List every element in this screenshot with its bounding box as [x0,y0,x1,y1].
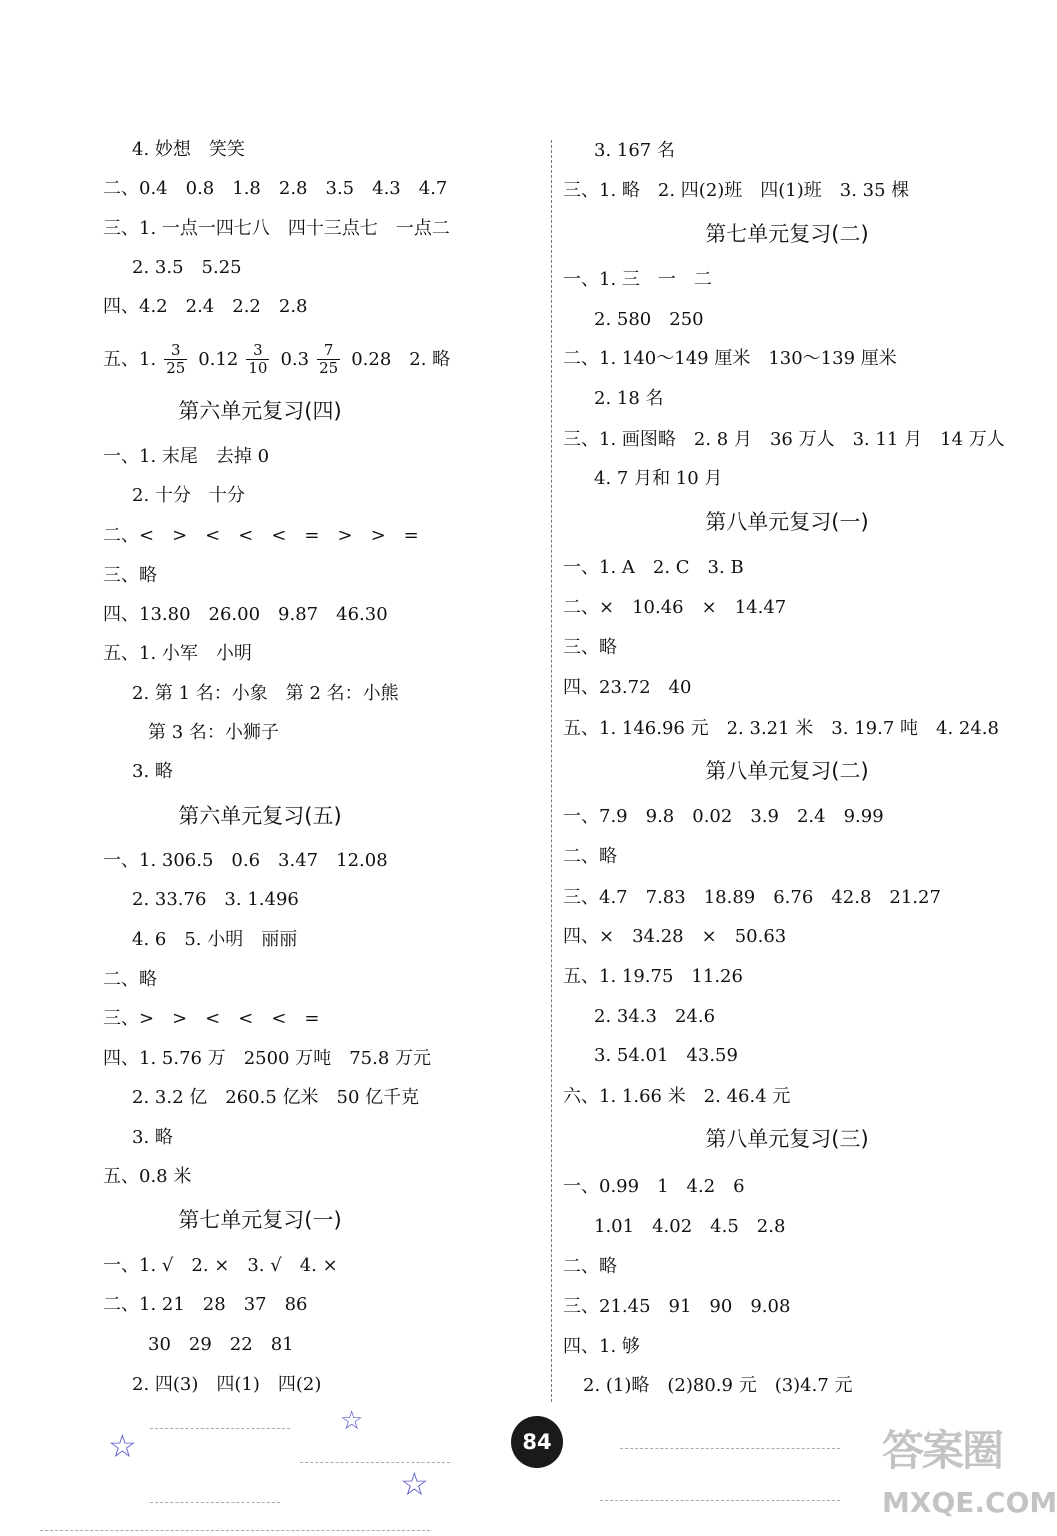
answer-line [563,674,691,702]
answer-line [103,601,388,629]
answer-text: 三、21.45 91 90 9.08 [563,1296,791,1317]
answer-text: 2. 十分 十分 [132,485,245,506]
answer-text: 3. 略 [132,761,173,782]
answer-text: 一、1. √ 2. × 3. √ 4. × [103,1255,338,1276]
section-heading: 第六单元复习(五) [178,804,342,828]
answer-line [563,1173,745,1201]
fraction-numerator: 3 [253,341,263,359]
answer-line [132,1371,321,1399]
answer-text: 一、1. 三 一 二 [563,269,712,290]
answer-line [132,680,399,708]
page-number-badge: 84 [511,1416,563,1468]
section-heading: 第八单元复习(一) [705,510,869,534]
answer-line [563,803,884,831]
answer-line [103,293,308,321]
fraction [317,342,340,377]
bottom-border [40,1530,430,1531]
answer-line [594,1003,715,1031]
answer-text: 2. 第 1 名：小象 第 2 名：小熊 [132,683,399,704]
answer-text: 3. 略 [132,1127,173,1148]
answer-line [563,426,1005,454]
answer-text: 五、1. [103,348,157,370]
answer-line [132,758,173,786]
answer-line [148,1331,294,1359]
fraction-denominator: 25 [166,359,186,377]
answer-text: 三、4.7 7.83 18.89 6.76 42.8 21.27 [563,887,941,908]
answer-text: 五、1. 19.75 11.26 [563,966,743,987]
answer-text: 三、> > < < < = [103,1008,320,1029]
answer-line [563,554,744,582]
fraction [164,342,187,377]
answer-text: 四、4.2 2.4 2.2 2.8 [103,296,308,317]
answer-line [583,1372,853,1400]
answer-text: 五、1. 小军 小明 [103,643,252,664]
answer-text: 二、略 [103,969,157,990]
section-heading: 第六单元复习(四) [178,399,342,423]
answer-text: 五、0.8 米 [103,1166,192,1187]
answer-line [103,1005,320,1033]
section-heading: 第八单元复习(二) [705,759,869,783]
answer-text: 3. 167 名 [594,140,675,161]
answer-text: 二、略 [563,1256,617,1277]
answer-line [103,342,450,377]
answer-line [148,719,279,747]
answer-line [132,926,297,954]
answer-line [132,1084,419,1112]
answer-text: 四、23.72 40 [563,677,692,698]
answer-line [563,1293,790,1321]
fraction-numerator: 7 [323,341,334,359]
decorative-line [600,1500,840,1501]
answer-line [563,923,786,951]
answer-line [563,634,617,662]
answer-text: 第 3 名：小狮子 [148,722,279,743]
answer-text: 2. (1)略 (2)80.9 元 (3)4.7 元 [583,1375,853,1396]
answer-line [594,1042,738,1070]
answer-text: 4. 6 5. 小明 丽丽 [132,929,298,950]
answer-text: 二、0.4 0.8 1.8 2.8 3.5 4.3 4.7 [103,178,448,199]
answer-line [103,1291,308,1319]
answer-line [563,715,999,743]
answer-text: 三、1. 略 2. 四(2)班 四(1)班 3. 35 棵 [563,180,910,201]
answer-text: 六、1. 1.66 米 2. 46.4 元 [563,1086,791,1107]
answer-text: 二、< > < < < = > > = [103,525,419,546]
answer-text: 30 29 22 81 [148,1334,294,1355]
answer-text: 四、13.80 26.00 9.87 46.30 [103,604,388,625]
answer-text: 2. 580 250 [594,309,704,330]
answer-text: 2. 33.76 3. 1.496 [132,889,299,910]
answer-line [563,594,786,622]
answer-line [103,443,269,471]
answer-line [103,1252,338,1280]
answer-line [132,136,245,164]
star-icon: ☆ [340,1406,364,1436]
answer-text: 3. 54.01 43.59 [594,1045,738,1066]
answer-line [563,345,897,373]
answer-text: 二、× 10.46 × 14.47 [563,597,787,618]
answer-text: 一、7.9 9.8 0.02 3.9 2.4 9.99 [563,806,884,827]
answer-text: 2. 四(3) 四(1) 四(2) [132,1374,322,1395]
answer-text: 三、略 [563,637,617,658]
section-heading: 第七单元复习(二) [705,222,869,246]
answer-text: 2. 3.5 5.25 [132,257,242,278]
answer-line [563,843,617,871]
answer-text: 0.3 [280,348,310,370]
answer-line [563,884,941,912]
answer-line [594,385,664,413]
answer-line [103,522,419,550]
fraction [246,342,269,377]
answer-text: 四、× 34.28 × 50.63 [563,926,787,947]
fraction-denominator: 25 [319,359,339,377]
decorative-line [300,1462,450,1463]
fraction-numerator: 3 [170,341,181,359]
answer-line [563,266,712,294]
answer-line [132,482,245,510]
answer-line [103,1163,191,1191]
answer-text: 4. 7 月和 10 月 [594,468,723,489]
answer-text: 四、1. 5.76 万 2500 万吨 75.8 万元 [103,1048,432,1069]
answer-line [563,1083,790,1111]
answer-line [103,966,157,994]
answer-line [103,562,157,590]
answer-line [132,254,242,282]
decorative-line [150,1428,290,1429]
fraction-denominator: 10 [248,359,268,377]
answer-line [132,886,299,914]
answer-line [563,177,909,205]
answer-text: 2. 3.2 亿 260.5 亿米 50 亿千克 [132,1087,420,1108]
answer-text: 三、1. 一点一四七八 四十三点七 一点二 [103,218,450,239]
answer-text: 0.12 [198,348,239,370]
answer-text: 三、略 [103,565,157,586]
answer-text: 一、0.99 1 4.2 6 [563,1176,745,1197]
answer-line [594,1213,785,1241]
answer-text: 一、1. 306.5 0.6 3.47 12.08 [103,850,388,871]
answer-text: 1.01 4.02 4.5 2.8 [594,1216,786,1237]
answer-line [594,306,704,334]
answer-text: 0.28 2. 略 [351,348,451,370]
answer-line [103,847,388,875]
answer-text: 四、1. 够 [563,1336,640,1357]
section-heading: 第八单元复习(三) [705,1127,869,1151]
answer-line [563,1333,640,1361]
answer-line [132,1124,173,1152]
answer-text: 2. 34.3 24.6 [594,1006,716,1027]
star-icon: ☆ [400,1465,429,1503]
answer-line [103,175,447,203]
watermark-text: 答案圈 [882,1426,1003,1475]
answer-text: 一、1. 末尾 去掉 0 [103,446,270,467]
decorative-line [620,1448,840,1449]
answer-line [594,465,722,493]
decorative-line [150,1502,280,1503]
column-divider [551,140,552,1402]
answer-line [103,215,450,243]
watermark-logo [882,1418,1057,1528]
answer-text: 2. 18 名 [594,388,664,409]
answer-text: 4. 妙想 笑笑 [132,139,245,160]
star-icon: ☆ [108,1427,137,1465]
section-heading: 第七单元复习(一) [178,1208,342,1232]
answer-text: 五、1. 146.96 元 2. 3.21 米 3. 19.7 吨 4. 24.8 [563,718,999,739]
answer-text: 二、1. 21 28 37 86 [103,1294,308,1315]
answer-text: 三、1. 画图略 2. 8 月 36 万人 3. 11 月 14 万人 [563,429,1005,450]
answer-line [103,640,252,668]
answer-line [594,137,675,165]
answer-line [563,1253,617,1281]
answer-text: 二、略 [563,846,617,867]
answer-text: 二、1. 140～149 厘米 130～139 厘米 [563,348,897,369]
answer-line [563,963,743,991]
answer-text: 一、1. A 2. C 3. B [563,557,744,578]
answer-line [103,1045,431,1073]
watermark-site: MXQE.COM [882,1486,1057,1519]
